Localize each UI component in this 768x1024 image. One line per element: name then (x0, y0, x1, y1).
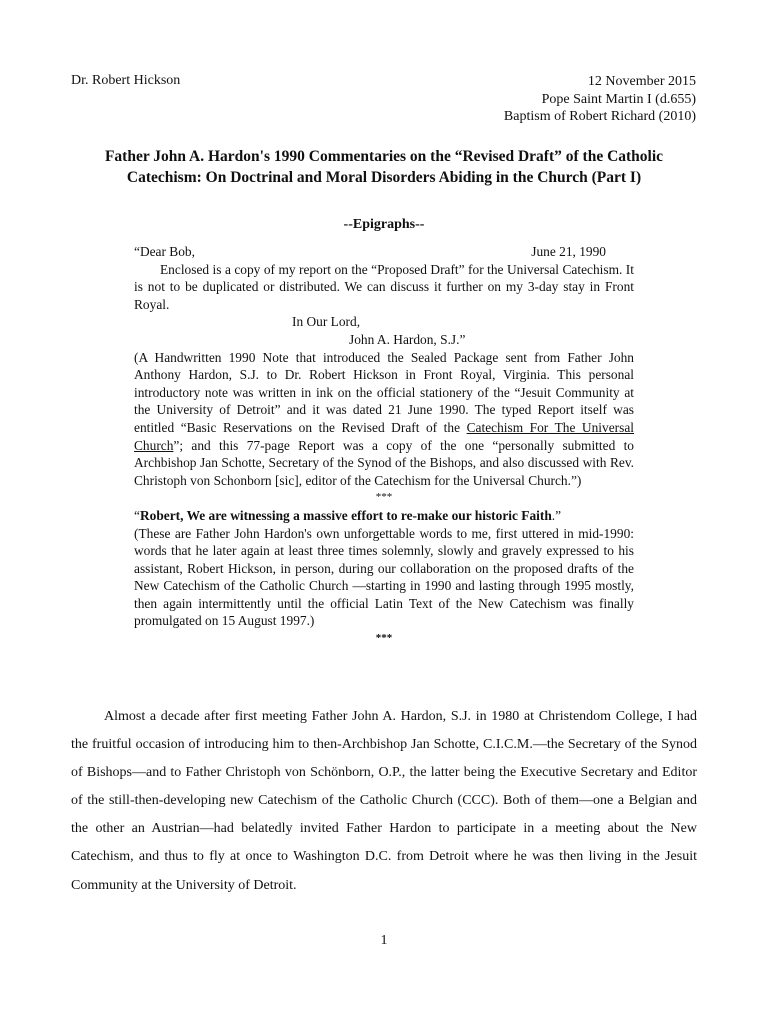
header-date: 12 November 2015 (587, 74, 696, 89)
letter-note (134, 349, 634, 490)
document-title: Father John A. Hardon's 1990 Commentaries on the “Revised Draft” of the Catholic Catechism: On Doctrinal and Moral Disorders Abiding in the Church (Part I) (104, 148, 664, 186)
header-feast: Pope Saint Martin I (d.655) (541, 91, 696, 107)
epigraphs-heading: --Epigraphs-- (343, 217, 425, 232)
epigraph-letter (134, 243, 634, 648)
quote-bold-text: Robert, We are witnessing a massive effort to re-make our historic Faith (139, 507, 552, 523)
quote-commentary: (These are Father John Hardon's own unforgettable words to me, first uttered in mid-1990: words that he later again at least three times solemnly, slowly and gravely expressed to his assistant, Robert Hickson, in person, during our collaboration on the proposed drafts of the New Catechism of the Catholic Church —starting in 1990 and lasting through 1995 mostly, then again intermittently until the official Latin Text of the New Catechism was finally promulgated on 15 August 1997.) (134, 525, 634, 629)
letter-closing: In Our Lord, (292, 314, 361, 330)
note-catechism-title: Catechism For The Universal Church (134, 419, 634, 453)
note-text-before: (A Handwritten 1990 Note that introduced the Sealed Package sent from Father John Anthony Hardon, S.J. to Dr. Robert Hickson in Front Royal, Virginia. This personal introductory note was written in ink on the official stationery of the “Jesuit Community at the University of Detroit” and it was dated 21 June 1990. The typed Report itself was entitled “Basic Reservations on the Revised Draft of the (134, 349, 634, 435)
quote-close: .” (551, 507, 562, 523)
letter-body: Enclosed is a copy of my report on the “Proposed Draft” for the Universal Catechism. It is not to be duplicated or distributed. We can discuss it further on my 3-day stay in Front Royal. (134, 261, 634, 312)
section-separator: *** (375, 491, 393, 504)
header-baptism: Baptism of Robert Richard (2010) (503, 109, 696, 124)
header-date-block (504, 73, 696, 126)
letter-header-line (134, 243, 634, 261)
letter-signature: John A. Hardon, S.J.” (349, 331, 466, 347)
author-name: Dr. Robert Hickson (71, 73, 181, 88)
note-text-after: ”; and this 77-page Report was a copy of the one “personally submitted to Archbishop Jan Schotte, Secretary of the Synod of the Bishops, and also discussed with Rev. Christoph von Schonborn [sic], editor of the Catechism for the Universal Church.”) (134, 437, 634, 488)
hardon-quote (134, 507, 634, 525)
quote-open: “ (134, 507, 140, 523)
letter-salutation: “Dear Bob, (134, 244, 195, 259)
page-number: 1 (380, 933, 388, 948)
body-paragraph: Almost a decade after first meeting Father John A. Hardon, S.J. in 1980 at Christendom College, I had the fruitful occasion of introducing him to then-Archbishop Jan Schotte, C.I.C.M.—the Secretary of the Synod of Bishops—and to Father Christoph von Schönborn, O.P., the latter being the Executive Secretary and Editor of the still-then-developing new Catechism of the Catholic Church (CCC). Both of them—one a Belgian and the other an Austrian—had belatedly invited Father Hardon to participate in a meeting about the New Catechism, and thus to fly at once to Washington D.C. from Detroit where he was then living in the Jesuit Community at the University of Detroit. (71, 709, 697, 893)
section-separator-bold: *** (375, 632, 393, 645)
letter-date: June 21, 1990 (531, 244, 606, 259)
